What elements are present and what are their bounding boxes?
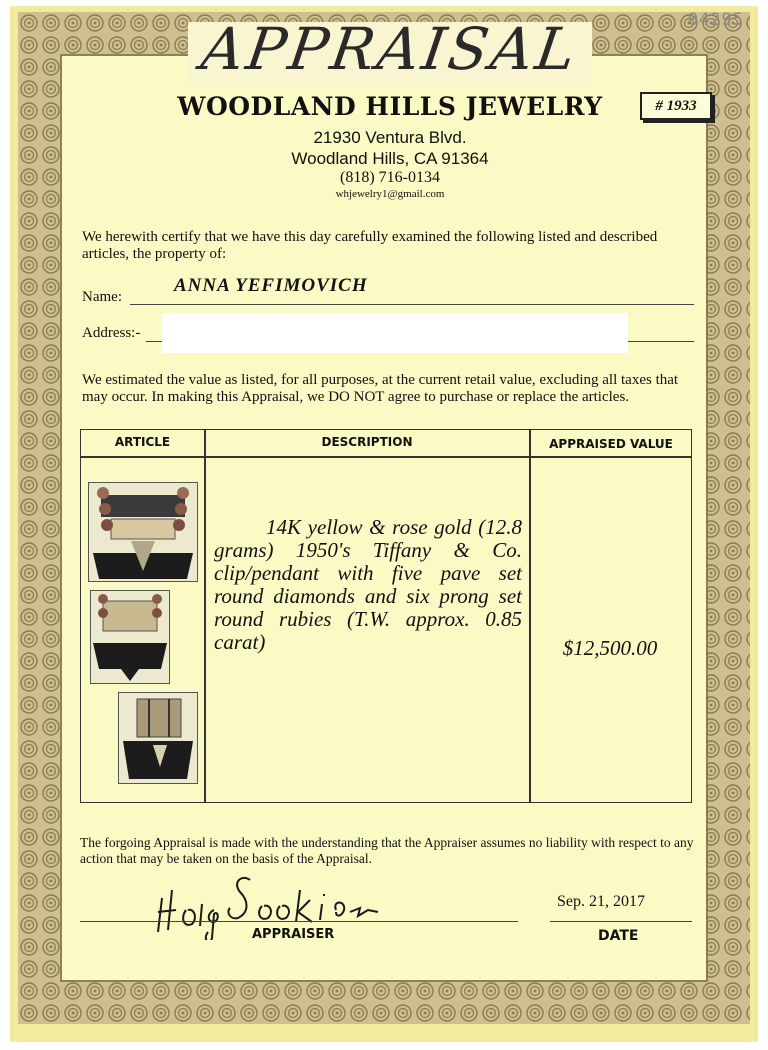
name-label: Name: [82,289,122,305]
jewelry-photo-side [90,590,170,684]
document-title: APPRAISAL [197,15,583,83]
appraised-value: $12,500.00 [562,636,658,660]
header-description: DESCRIPTION [321,435,413,449]
appraisal-date: Sep. 21, 2017 [557,893,645,910]
signature-line [80,921,518,922]
email-address: whjewelry1@gmail.com [335,188,445,200]
header-divider [81,456,691,458]
column-divider [204,430,206,802]
redacted-address [162,313,628,353]
city-address: Woodland Hills, CA 91364 [291,149,489,168]
appraiser-label: APPRAISER [252,927,335,942]
street-address: 21930 Ventura Blvd. [313,128,467,147]
certify-paragraph: We herewith certify that we have this day carefully examined the following listed and described articles, the property of: [82,229,658,262]
name-underline [130,304,694,305]
date-line [550,921,692,922]
jewelry-photo-back [118,692,198,784]
address-label: Address:- [82,325,141,341]
date-label: DATE [598,928,639,944]
owner-name: ANNA YEFIMOVICH [174,275,368,296]
header-appraised-value: APPRAISED VALUE [549,437,673,451]
estimate-paragraph: We estimated the value as listed, for all purposes, at the current retail value, excluding all taxes that may occur. In making this Appraisal, we DO NOT agree to purchase or replace the articles. [82,372,679,405]
serial-number: 04295 [687,10,744,30]
jewelry-photo-front [88,482,198,582]
phone-number: (818) 716-0134 [340,169,440,186]
certificate-number: # 1933 [640,92,712,120]
article-description: 14K yellow & rose gold (12.8 grams) 1950's Tiffany & Co. clip/pendant with five pave set round diamonds and six prong set round rubies (T.W. approx. 0.85 carat) [214,515,522,654]
column-divider [529,430,531,802]
header-article: ARTICLE [114,435,171,449]
company-name: WOODLAND HILLS JEWELRY [177,92,603,121]
disclaimer-paragraph: The forgoing Appraisal is made with the understanding that the Appraiser assumes no liability with respect to any action that may be taken on the basis of the Appraisal. [80,835,694,866]
